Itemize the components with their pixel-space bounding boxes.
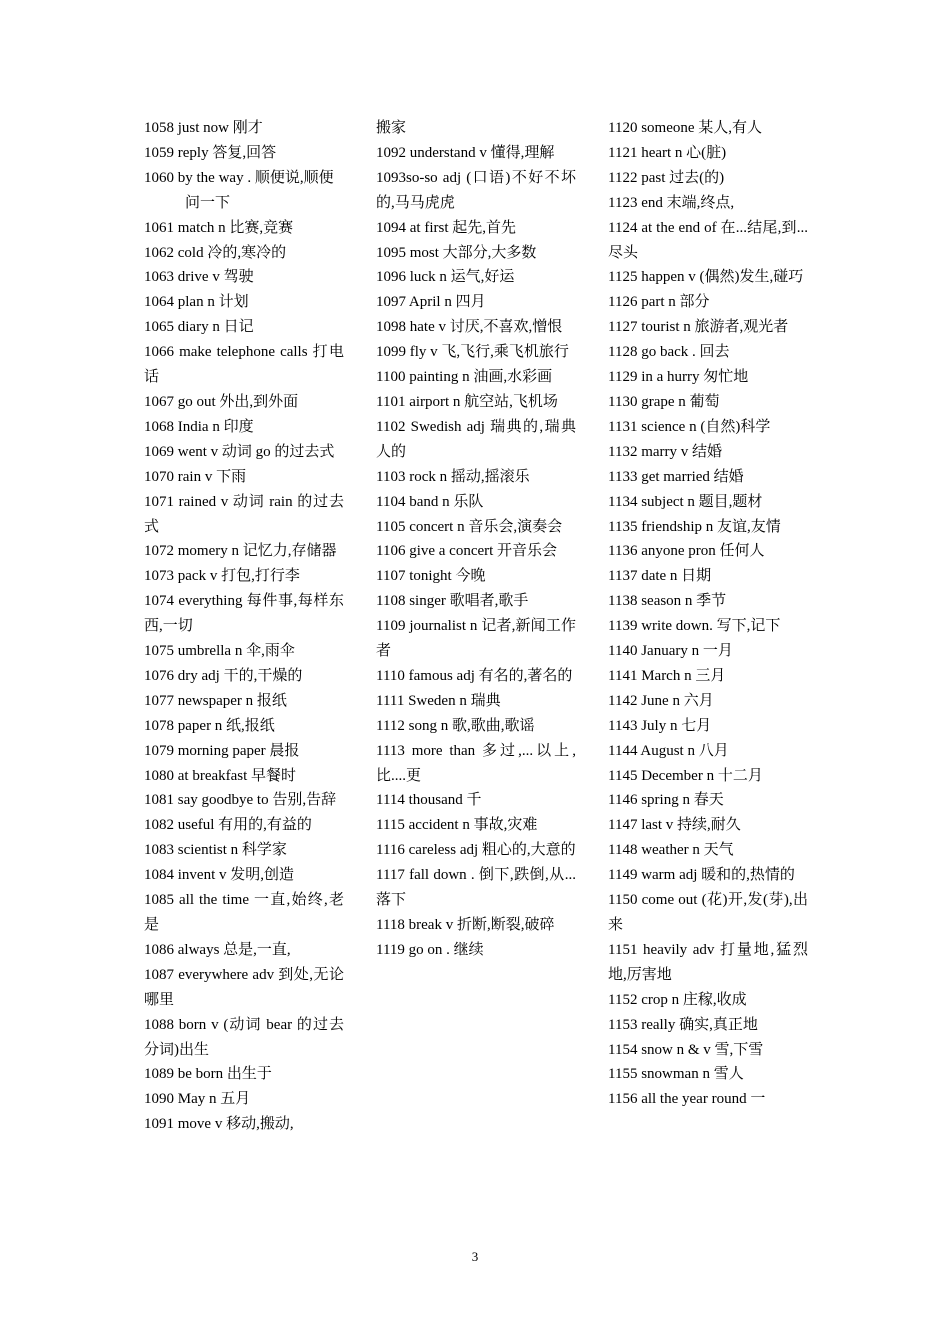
vocab-entry: 1135 friendship n 友谊,友情	[608, 518, 781, 535]
vocab-entry: 1151 heavily adv 打量地,猛烈地,厉害地	[608, 941, 808, 983]
vocab-entry: 1154 snow n & v 雪,下雪	[608, 1041, 764, 1058]
vocab-entry: 1116 careless adj 粗心的,大意的	[376, 842, 576, 859]
vocab-entry: 1097 April n 四月	[376, 294, 486, 311]
vocab-entry: 1153 really 确实,真正地	[608, 1016, 758, 1033]
vocab-entry: 1064 plan n 计划	[144, 294, 249, 311]
vocab-entry: 1139 write down. 写下,记下	[608, 618, 781, 635]
vocab-entry: 1099 fly v 飞,飞行,乘飞机旅行	[376, 344, 569, 361]
vocab-entry: 1117 fall down . 倒下,跌倒,从...落下	[376, 867, 576, 909]
vocab-entry: 1144 August n 八月	[608, 742, 729, 759]
page-number: 3	[471, 1249, 479, 1264]
vocab-entry: 1148 weather n 天气	[608, 842, 734, 859]
vocab-entry: 1134 subject n 题目,题材	[608, 493, 763, 510]
vocab-entry: 1146 spring n 春天	[608, 792, 724, 809]
vocab-entry: 1058 just now 刚才	[144, 120, 263, 136]
vocab-entry: 1127 tourist n 旅游者,观光者	[608, 319, 789, 336]
vocab-entry: 1136 anyone pron 任何人	[608, 543, 765, 560]
vocab-entry: 1126 part n 部分	[608, 294, 710, 311]
vocab-entry: 搬家	[376, 120, 407, 136]
vocab-entry: 1133 get married 结婚	[608, 468, 744, 485]
vocab-entry: 1121 heart n 心(脏)	[608, 144, 727, 161]
vocab-entry: 1093so-so adj (口语)不好不坏的,马马虎虎	[376, 169, 576, 211]
vocab-entry: 1105 concert n 音乐会,演奏会	[376, 518, 563, 535]
vocab-entry: 1079 morning paper 晨报	[144, 742, 300, 759]
vocab-entry: 1108 singer 歌唱者,歌手	[376, 593, 529, 610]
vocab-entry: 1098 hate v 讨厌,不喜欢,憎恨	[376, 319, 563, 336]
vocab-entry: 1142 June n 六月	[608, 692, 714, 709]
vocab-entry: 1143 July n 七月	[608, 717, 712, 734]
vocab-entry: 1080 at breakfast 早餐时	[144, 767, 297, 784]
vocab-entry: 1070 rain v 下雨	[144, 468, 247, 485]
vocab-entry: 1087 everywhere adv 到处,无论哪里	[144, 966, 344, 1008]
vocab-entry: 1091 move v 移动,搬动,	[144, 1116, 294, 1133]
vocab-entry: 1089 be born 出生于	[144, 1066, 272, 1083]
vocab-entry: 1128 go back . 回去	[608, 344, 730, 361]
vocab-entry: 1074 everything 每件事,每样东西,一切	[144, 593, 344, 635]
vocab-entry: 1156 all the year round 一	[608, 1091, 766, 1108]
vocab-entry: 1138 season n 季节	[608, 593, 727, 610]
vocab-entry: 1131 science n (自然)科学	[608, 418, 771, 435]
vocab-entry: 1061 match n 比赛,竞赛	[144, 219, 294, 236]
vocab-entry: 1150 come out (花)开,发(芽),出来	[608, 892, 808, 933]
word-list-column-2	[376, 116, 576, 963]
vocab-entry: 1102 Swedish adj 瑞典的,瑞典人的	[376, 418, 576, 460]
vocab-entry: 1088 born v (动词 bear 的过去分词)出生	[144, 1016, 344, 1058]
vocab-entry: 1129 in a hurry 匆忙地	[608, 369, 749, 386]
vocab-entry: 1123 end 末端,终点,	[608, 194, 735, 211]
vocab-entry: 1109 journalist n 记者,新闻工作者	[376, 618, 576, 660]
vocab-entry: 1141 March n 三月	[608, 667, 726, 684]
vocab-entry: 1078 paper n 纸,报纸	[144, 717, 275, 734]
vocab-entry: 1060 by the way . 顺便说,顺便问一下	[144, 169, 334, 211]
vocab-entry: 1077 newspaper n 报纸	[144, 692, 287, 709]
vocab-entry: 1113 more than 多过,...以上,比....更	[376, 742, 576, 784]
vocab-entry: 1124 at the end of 在...结尾,到...尽头	[608, 219, 808, 261]
vocab-entry: 1104 band n 乐队	[376, 493, 484, 510]
vocab-entry: 1075 umbrella n 伞,雨伞	[144, 643, 295, 660]
vocab-entry: 1112 song n 歌,歌曲,歌谣	[376, 717, 535, 734]
vocab-entry: 1090 May n 五月	[144, 1091, 251, 1108]
vocab-entry: 1072 momery n 记忆力,存储器	[144, 543, 337, 560]
vocab-entry: 1120 someone 某人,有人	[608, 120, 763, 136]
vocab-entry: 1085 all the time 一直,始终,老是	[144, 892, 344, 933]
vocab-entry: 1081 say goodbye to 告别,告辞	[144, 792, 337, 809]
vocab-entry: 1140 January n 一月	[608, 643, 733, 660]
vocab-entry: 1110 famous adj 有名的,著名的	[376, 667, 573, 684]
vocab-entry: 1086 always 总是,一直,	[144, 941, 291, 958]
vocab-entry: 1065 diary n 日记	[144, 319, 254, 336]
vocab-entry: 1068 India n 印度	[144, 418, 254, 435]
vocab-entry: 1092 understand v 懂得,理解	[376, 144, 555, 161]
vocab-entry: 1073 pack v 打包,打行李	[144, 568, 300, 585]
vocab-entry: 1069 went v 动词 go 的过去式	[144, 443, 335, 460]
vocab-entry: 1111 Sweden n 瑞典	[376, 692, 501, 709]
vocab-entry: 1118 break v 折断,断裂,破碎	[376, 917, 555, 933]
vocab-entry: 1083 scientist n 科学家	[144, 842, 287, 859]
vocab-entry: 1122 past 过去(的)	[608, 169, 725, 186]
vocab-entry: 1145 December n 十二月	[608, 767, 763, 784]
vocab-entry: 1066 make telephone calls 打电话	[144, 344, 344, 386]
vocab-entry: 1062 cold 冷的,寒冷的	[144, 244, 287, 261]
vocab-entry: 1082 useful 有用的,有益的	[144, 817, 312, 834]
vocab-entry: 1100 painting n 油画,水彩画	[376, 369, 553, 386]
vocab-entry: 1084 invent v 发明,创造	[144, 867, 294, 884]
vocab-entry: 1137 date n 日期	[608, 568, 712, 585]
vocab-entry: 1132 marry v 结婚	[608, 443, 723, 460]
vocab-entry: 1067 go out 外出,到外面	[144, 393, 299, 410]
vocab-entry: 1063 drive v 驾驶	[144, 269, 254, 286]
vocab-entry: 1071 rained v 动词 rain 的过去式	[144, 493, 344, 535]
vocab-entry: 1130 grape n 葡萄	[608, 393, 720, 410]
vocab-entry: 1076 dry adj 干的,干燥的	[144, 667, 303, 684]
vocab-entry: 1107 tonight 今晚	[376, 568, 486, 585]
vocab-entry: 1101 airport n 航空站,飞机场	[376, 393, 558, 410]
vocab-entry: 1119 go on . 继续	[376, 941, 484, 958]
word-list-column-3	[608, 116, 808, 1112]
vocab-entry: 1095 most 大部分,大多数	[376, 244, 537, 261]
vocab-entry: 1155 snowman n 雪人	[608, 1066, 744, 1083]
vocab-entry: 1115 accident n 事故,灾难	[376, 817, 538, 834]
vocab-entry: 1103 rock n 摇动,摇滚乐	[376, 468, 530, 485]
vocab-entry: 1094 at first 起先,首先	[376, 219, 516, 236]
vocab-entry: 1096 luck n 运气,好运	[376, 269, 515, 286]
vocab-entry: 1114 thousand 千	[376, 792, 482, 809]
vocab-entry: 1106 give a concert 开音乐会	[376, 543, 558, 560]
vocab-entry: 1125 happen v (偶然)发生,碰巧	[608, 269, 804, 286]
vocab-entry: 1152 crop n 庄稼,收成	[608, 991, 747, 1008]
vocab-entry: 1059 reply 答复,回答	[144, 144, 277, 161]
vocab-entry: 1147 last v 持续,耐久	[608, 817, 741, 834]
word-list-column-1	[144, 116, 344, 1137]
vocab-entry: 1149 warm adj 暖和的,热情的	[608, 867, 795, 884]
